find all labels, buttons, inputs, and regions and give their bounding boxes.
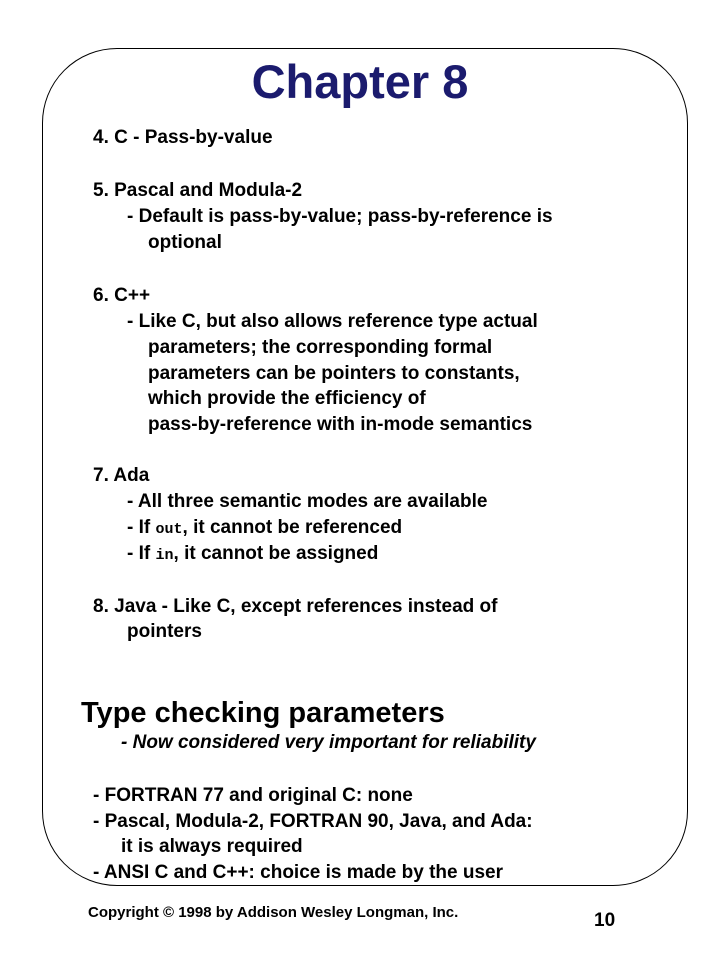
- item-cpp-detail-cont-4: pass-by-reference with in-mode semantics: [148, 414, 533, 435]
- item-cpp-detail: - Like C, but also allows reference type actual: [127, 311, 538, 332]
- ada-out-prefix: - If: [127, 517, 156, 538]
- item-cpp: 6. C++: [93, 285, 151, 306]
- item-pascal: 5. Pascal and Modula-2: [93, 180, 303, 201]
- item-c: 4. C - Pass-by-value: [93, 127, 273, 148]
- item-pascal-detail-cont: optional: [148, 232, 222, 253]
- type-checking-item: - Pascal, Modula-2, FORTRAN 90, Java, and Ada:: [93, 811, 533, 832]
- ada-out-keyword: out: [155, 521, 183, 538]
- item-pascal-detail: - Default is pass-by-value; pass-by-reference is: [127, 206, 553, 227]
- ada-in-prefix: - If: [127, 543, 156, 564]
- item-cpp-detail-cont-2: parameters can be pointers to constants,: [148, 363, 520, 384]
- item-java: 8. Java - Like C, except references instead of: [93, 596, 498, 617]
- slide-title: Chapter 8: [251, 55, 469, 108]
- ada-in-keyword: in: [155, 547, 174, 564]
- type-checking-subtitle: - Now considered very important for reliability: [121, 732, 536, 753]
- ada-out-suffix: , it cannot be referenced: [182, 517, 403, 538]
- type-checking-item: - ANSI C and C++: choice is made by the user: [93, 862, 504, 883]
- item-ada-detail-2: [127, 516, 402, 542]
- item-ada-detail-1: - All three semantic modes are available: [127, 491, 488, 512]
- item-cpp-detail-cont-3: which provide the efficiency of: [148, 388, 426, 409]
- ada-in-suffix: , it cannot be assigned: [173, 543, 379, 564]
- type-checking-heading: Type checking parameters: [81, 697, 445, 729]
- item-ada-detail-3: [127, 542, 378, 568]
- item-java-cont: pointers: [127, 621, 202, 642]
- type-checking-item-cont: it is always required: [121, 836, 303, 857]
- page-number: 10: [594, 910, 616, 931]
- copyright-notice: Copyright © 1998 by Addison Wesley Longman, Inc.: [88, 904, 459, 921]
- item-ada: 7. Ada: [93, 465, 150, 486]
- type-checking-item: - FORTRAN 77 and original C: none: [93, 785, 413, 806]
- item-cpp-detail-cont-1: parameters; the corresponding formal: [148, 337, 493, 358]
